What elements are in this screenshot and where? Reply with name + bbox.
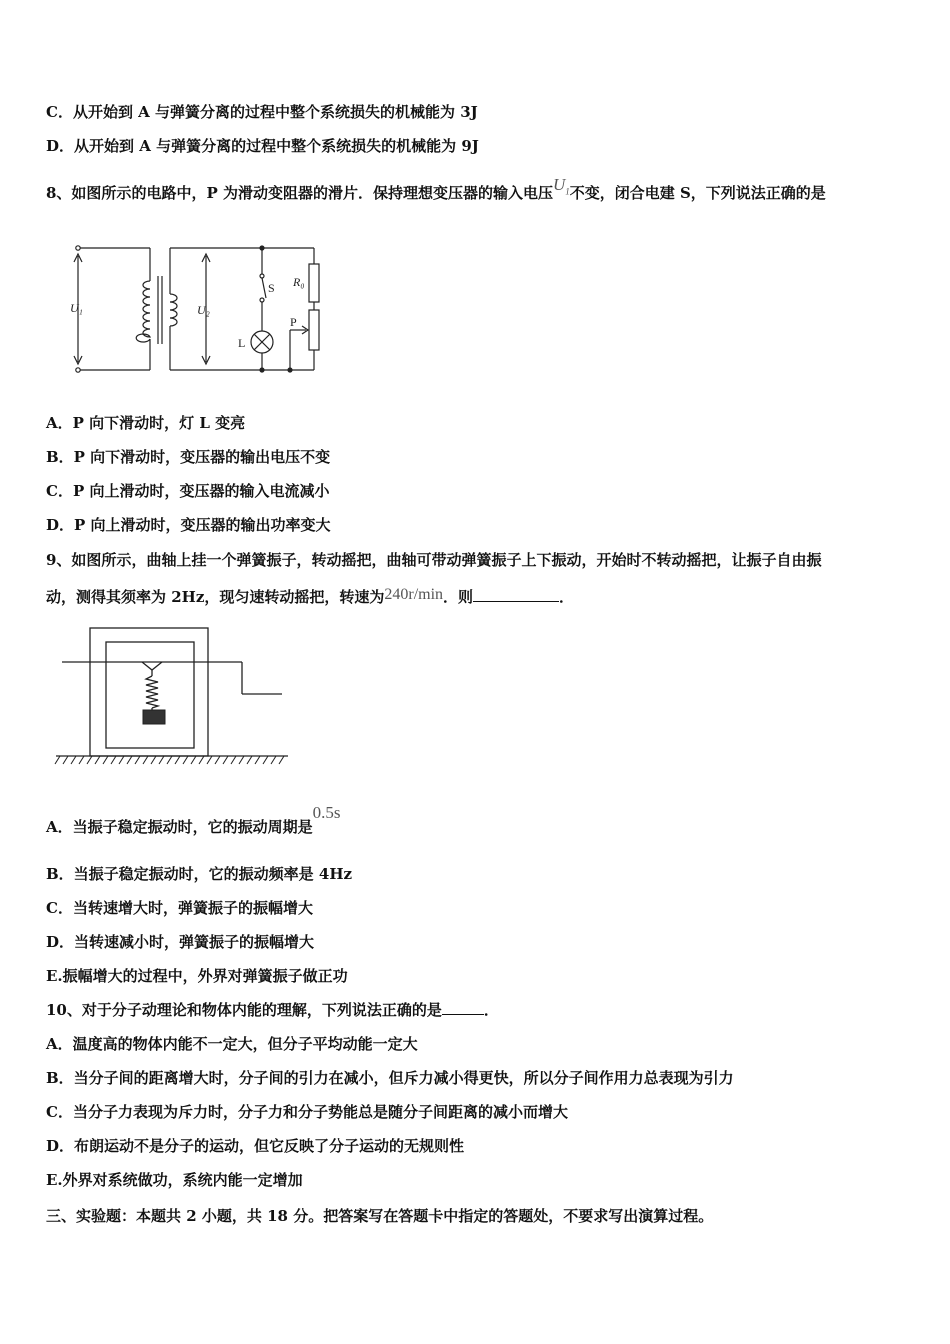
q9-option-a	[46, 803, 341, 837]
q9-spring-oscillator-diagram	[52, 624, 292, 772]
q9-speed: 240r/min	[384, 586, 444, 603]
q8-option-c: C．P 向上滑动时，变压器的输入电流减小	[46, 482, 330, 500]
q8-label-u2: U₂	[197, 303, 210, 317]
q8-stem	[46, 175, 826, 209]
q8-formula-sub: 1	[565, 186, 570, 197]
q9-option-a-value: 0.5s	[312, 803, 341, 822]
q10-option-c: C．当分子力表现为斥力时，分子力和分子势能总是随分子间距离的减小而增大	[46, 1103, 568, 1121]
q10-stem	[46, 1000, 499, 1020]
section-3-heading: 三、实验题：本题共 2 小题，共 18 分。把答案写在答题卡中指定的答题处，不要求写出演算过程。	[46, 1207, 714, 1225]
q9-option-d: D．当转速减小时，弹簧振子的振幅增大	[46, 933, 315, 951]
q9-stem-end: ．	[559, 588, 575, 606]
q9-stem-line2-post: ．则	[443, 588, 474, 606]
q8-formula-u1	[552, 175, 570, 197]
q8-label-u1: U₁	[70, 301, 83, 315]
q9-stem-line2-pre: 动，测得其须率为 2Hz，现匀速转动摇把，转速为	[46, 588, 385, 606]
q10-option-e: E.外界对系统做功，系统内能一定增加	[46, 1171, 303, 1189]
q10-stem-text: 10、对于分子动理论和物体内能的理解，下列说法正确的是	[46, 1001, 442, 1019]
q9-option-c: C．当转速增大时，弹簧振子的振幅增大	[46, 899, 313, 917]
q10-option-d: D．布朗运动不是分子的运动，但它反映了分子运动的无规则性	[46, 1137, 465, 1155]
q8-label-s: S	[268, 281, 275, 295]
q8-label-p: P	[290, 315, 297, 329]
q9-option-a-text: A．当振子稳定振动时，它的振动周期是	[46, 818, 313, 836]
q8-circuit-diagram	[60, 236, 340, 381]
q9-answer-blank[interactable]	[473, 587, 559, 602]
q8-option-a: A．P 向下滑动时，灯 L 变亮	[46, 414, 246, 432]
q8-stem-post: 不变，闭合电建 S，下列说法正确的是	[569, 184, 826, 202]
q9-option-b: B．当振子稳定振动时，它的振动频率是 4Hz	[46, 865, 353, 883]
q9-stem-line2	[46, 587, 574, 608]
q10-answer-blank[interactable]	[442, 1000, 484, 1015]
q7-option-c: C．从开始到 A 与弹簧分离的过程中整个系统损失的机械能为 3J	[46, 103, 478, 121]
q9-stem-line1: 9、如图所示，曲轴上挂一个弹簧振子，转动摇把，曲轴可带动弹簧振子上下振动，开始时不转动摇把，让振子自由振	[46, 551, 822, 569]
q10-stem-end: ．	[483, 1001, 499, 1019]
q9-option-e: E.振幅增大的过程中，外界对弹簧振子做正功	[46, 967, 348, 985]
q8-label-l: L	[238, 336, 246, 350]
q8-option-b: B．P 向下滑动时，变压器的输出电压不变	[46, 448, 331, 466]
q8-option-d: D．P 向上滑动时，变压器的输出功率变大	[46, 516, 331, 534]
q10-option-b: B．当分子间的距离增大时，分子间的引力在减小，但斥力减小得更快，所以分子间作用力总表现为引力	[46, 1069, 734, 1087]
q8-label-r0: R₀	[293, 275, 305, 289]
q7-option-d: D．从开始到 A 与弹簧分离的过程中整个系统损失的机械能为 9J	[46, 137, 479, 155]
q8-formula-var: U	[552, 175, 566, 194]
q8-stem-pre: 8、如图所示的电路中，P 为滑动变阻器的滑片．保持理想变压器的输入电压	[46, 184, 553, 202]
q10-option-a: A．温度高的物体内能不一定大，但分子平均动能一定大	[46, 1035, 418, 1053]
